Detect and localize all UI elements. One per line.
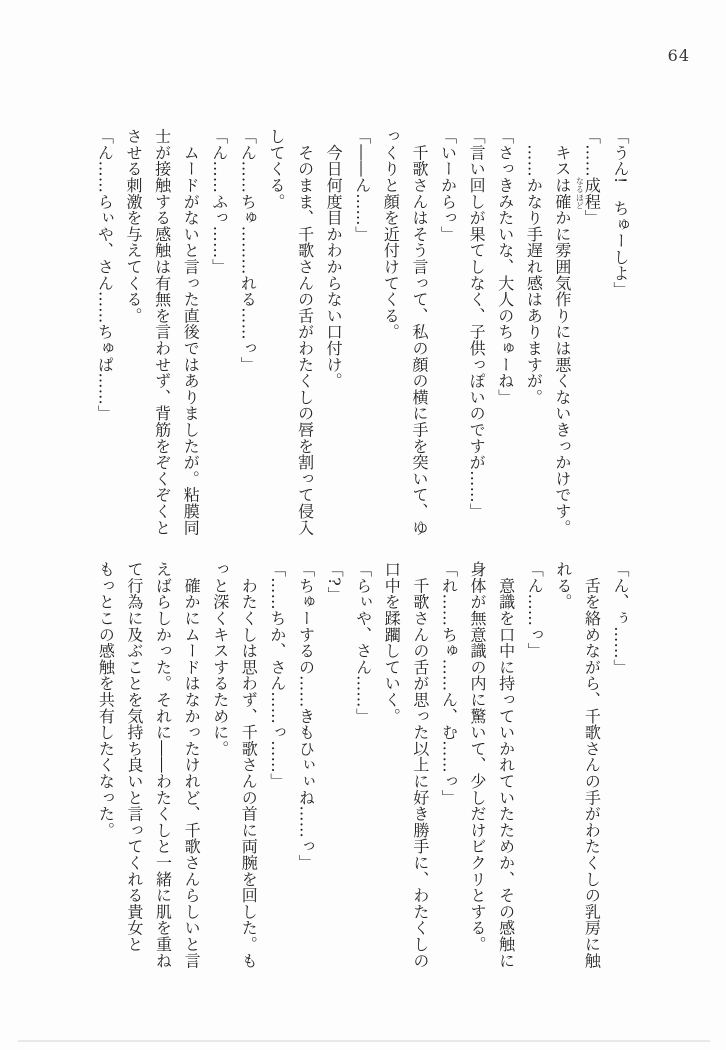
text-line: 口中を蹂躙していく。 — [382, 561, 402, 724]
text-line: 千歌さんの舌が思った以上に好き勝手に、わたくしの — [410, 561, 430, 969]
text-line: もっとこの感触を共有したくなった。 — [96, 561, 116, 839]
text-line: 「ちゅーするの……きもひぃぃね……っ」 — [296, 561, 316, 871]
text-line: 「――ん……」 — [352, 128, 372, 243]
text-line: 「ん、ぅ……」 — [611, 561, 630, 676]
text-line: 身体が無意識の内に驚いて、少しだけビクリとする。 — [468, 561, 488, 953]
text-line: 「言い回しが果てしなく、子供っぽいのですが……」 — [467, 128, 487, 520]
text-line: 千歌さんはそう言って、私の顔の横に手を突いて、ゆ — [409, 128, 429, 536]
upper-text-block — [90, 128, 634, 550]
text-line: っくりと顔を近付けてくる。 — [381, 128, 401, 340]
text-line: してくる。 — [266, 128, 286, 210]
text-line: そのまま、千歌さんの舌がわたくしの唇を割って侵入 — [295, 128, 315, 536]
ruby-annotated-word: 成程なるほど — [575, 176, 602, 210]
text-line: 今日何度目かわからない口付け。 — [324, 128, 344, 389]
text-line: 舌を絡めながら、千歌さんの手がわたくしの乳房に触 — [582, 561, 602, 969]
text-line: 確かにムードはなかったけれど、千歌さんらしいと言 — [182, 561, 202, 969]
text-line: 「……ちか、さん……っ……」 — [267, 561, 287, 790]
text-line: れる。 — [553, 561, 573, 610]
text-line: 「ん……ふっ……」 — [209, 128, 229, 275]
text-line: 「うん! ちゅーしよ」 — [611, 128, 630, 298]
scan-artifact-line — [18, 1040, 710, 1042]
text-line: わたくしは思わず、千歌さんの首に両腕を回した。も — [239, 561, 259, 969]
text-line: 「?」 — [325, 561, 345, 603]
text-line: て行為に及ぶことを気持ち良いと言ってくれる貴女と — [124, 561, 144, 953]
text-line: キスは確かに雰囲気作りには悪くないきっかけです。 — [552, 128, 572, 536]
lower-text-block — [91, 561, 634, 1009]
text-line: 「……成程なるほど」 — [575, 128, 602, 226]
text-line: 士が接触する感触は有無を言わせず、背筋をぞくぞくと — [152, 128, 172, 536]
text-line: させる刺激を与えてくる。 — [124, 128, 143, 324]
text-line: 「さっきみたいな、大人のちゅーね」 — [495, 128, 515, 406]
text-line: 「ん……っ」 — [525, 561, 545, 659]
page-number: 64 — [667, 46, 690, 65]
text-line: っと深くキスするために。 — [210, 561, 230, 757]
text-line: ムードがないと言った直後ではありましたが。粘膜同 — [181, 128, 201, 536]
text-line: ……かなり手遅れ感はありますが。 — [524, 128, 544, 406]
text-line: えばらしかった。それに――わたくしと一緒に肌を重ね — [153, 561, 173, 969]
text-line: 「ん……ちゅ………れる……っ」 — [238, 128, 258, 373]
text-line: 意識を口中に持っていかれていたためか、その感触に — [496, 561, 516, 969]
text-line: 「らぃや、さん……」 — [353, 561, 373, 724]
text-line: 「れ……ちゅ……ん、む……っ」 — [439, 561, 459, 806]
text-line: 「ん……らぃや、さん……ちゅぱ……」 — [95, 128, 115, 422]
text-line: 「いーからっ」 — [438, 128, 458, 243]
